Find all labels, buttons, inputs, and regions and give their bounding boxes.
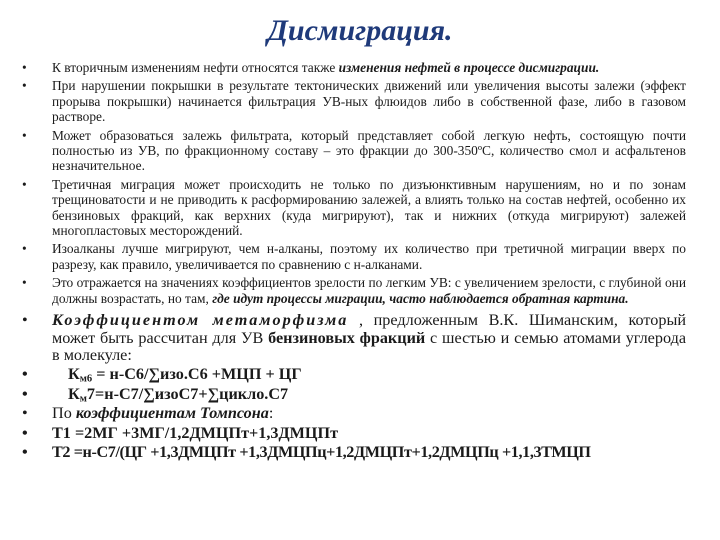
bullet-isoalkanes [22, 241, 686, 272]
bullet-text: : [268, 404, 274, 423]
slide-title: Дисмиграция. [267, 14, 453, 47]
bullet-seal-breach [22, 78, 686, 124]
formula-km6 [22, 366, 686, 383]
bullet-text: Изоалканы лучше мигрируют, чем н-алканы, поэтому их количество при третичной миграции вверх по разрезу, как правило, увеличивается по сравнению с н-алканами. [52, 241, 686, 272]
formula-expression: Т2 =н-С7/(ЦГ +1,3ДМЦПт +1,3ДМЦПц+1,2ДМЦПт+1,2ДМЦПц +1,1,3ТМЦП [52, 442, 591, 461]
formula-symbol: К [68, 365, 80, 384]
bullet-text: По [52, 404, 76, 423]
formula-expression: Т1 =2МГ +3МГ/1,2ДМЦПт+1,3ДМЦПт [52, 423, 339, 442]
bullet-emphasis: Коэффициентом метаморфизма [52, 311, 349, 330]
formula-expression: = н-С6/∑изо.С6 +МЦП + ЦГ [92, 365, 302, 384]
bullet-emphasis: где идут процессы миграции, часто наблюдается обратная картина. [212, 290, 629, 306]
bullet-list [22, 60, 686, 463]
bullet-text: К вторичным изменениям нефти относятся также [52, 60, 339, 75]
bullet-text: При нарушении покрышки в результате тектонических движений или увеличения высоты залежи (эффект прорыва покрышки) начинается фильтрация УВ-ных флюидов либо в собственной фазе, либо в газовом растворе. [52, 78, 686, 125]
bullet-text: Может образоваться залежь фильтрата, который представляет собой легкую нефть, состоящую почти полностью из УВ, по фракционному составу – это фракции до 300-350ºС, количество смол и асфальтенов незначительное. [52, 127, 686, 174]
formula-t2 [22, 444, 686, 461]
formula-symbol: К [68, 384, 80, 403]
formula-km7 [22, 386, 686, 403]
bullet-text: Третичная миграция может происходить не только по дизъюнктивным нарушениям, но и по зонам трещиноватости и не приводить к расформированию залежей, а влиять только на состав нефтей, особенно их бензиновых фракций, как верхних (куда мигрируют), так и нижних (откуда мигрируют) залежей многопластовых месторождений. [52, 176, 686, 239]
bullet-emphasis: изменения нефтей в процессе дисмиграции. [338, 60, 600, 75]
bullet-thompson [22, 405, 686, 422]
bullet-emphasis: коэффициентам Томпсона [75, 404, 269, 423]
bullet-strong: бензиновых фракций [268, 328, 426, 347]
formula-subscript: м [79, 393, 87, 405]
bullet-text: Это отражается на значениях коэффициентов зрелости по легким УВ: с увеличением зрелости, с глубиной они должны возрастать, но там, [52, 275, 686, 306]
bullet-text: , предложенным В.К. Шиманским, который может быть рассчитан для УВ [52, 311, 686, 347]
bullet-tertiary-migration [22, 177, 686, 239]
formula-subscript: м6 [79, 373, 93, 385]
bullet-metamorphism-coefficient [22, 312, 686, 364]
formula-t1 [22, 425, 686, 442]
bullet-filtrate-deposit [22, 128, 686, 174]
bullet-maturity-coefficients [22, 275, 686, 306]
bullet-secondary-changes [22, 60, 686, 75]
bullet-text: с шестью и семью атомами углерода в молекуле: [52, 328, 687, 364]
formula-expression: 7=н-С7/∑изоС7+∑цикло.С7 [86, 384, 289, 403]
